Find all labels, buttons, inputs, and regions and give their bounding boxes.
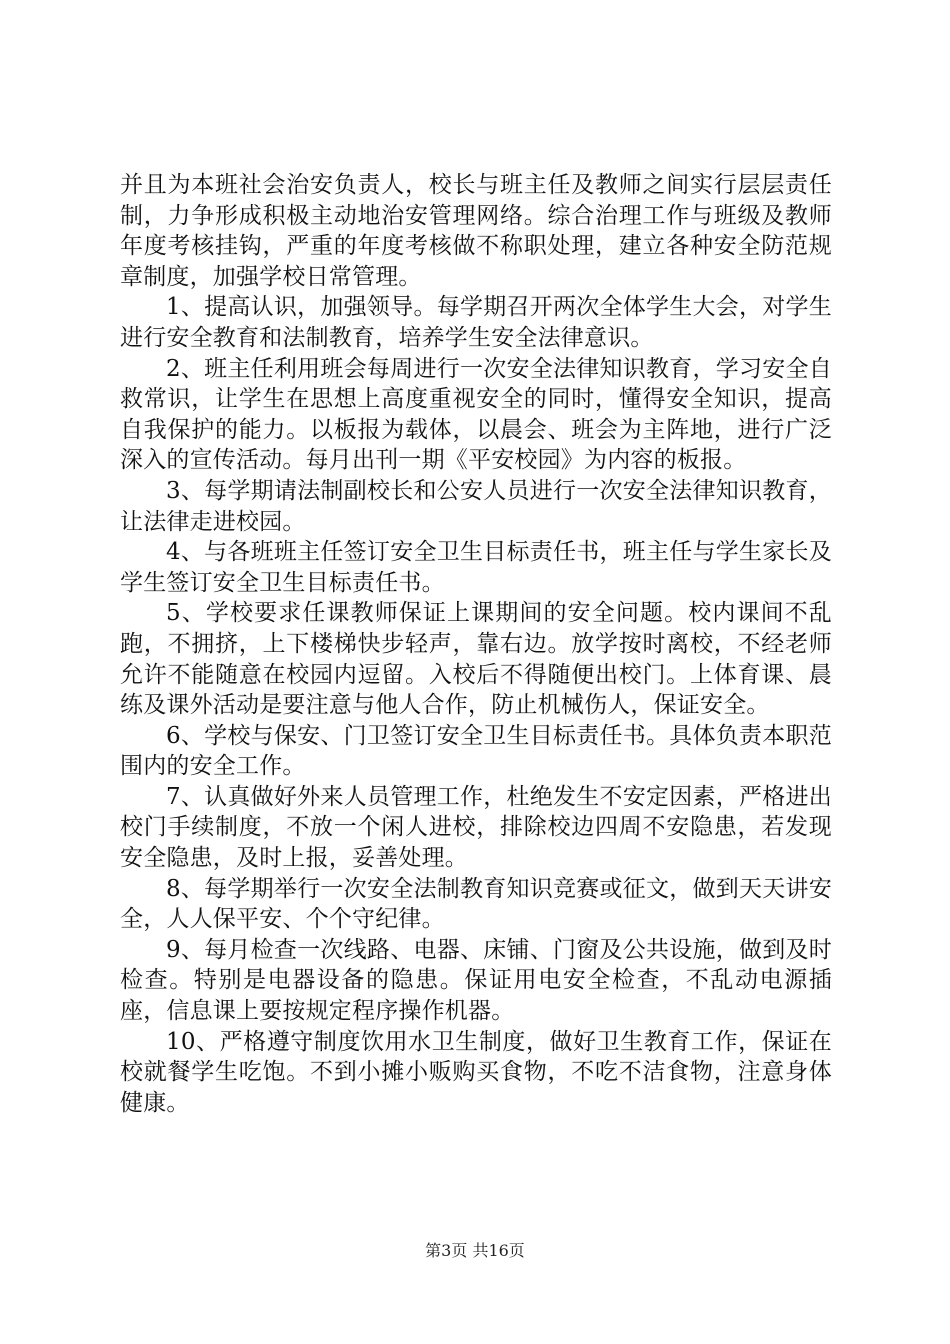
- paragraph-item-6: 6、学校与保安、门卫签订安全卫生目标责任书。具体负责本职范围内的安全工作。: [120, 722, 832, 780]
- paragraph-intro: 并且为本班社会治安负责人，校长与班主任及教师之间实行层层责任制，力争形成积极主动地治安管理网络。综合治理工作与班级及教师年度考核挂钩，严重的年度考核做不称职处理，建立各种安全防范规章制度，加强学校日常管理。: [120, 172, 832, 290]
- paragraph-item-10: 10、严格遵守制度饮用水卫生制度，做好卫生教育工作，保证在校就餐学生吃饱。不到小摊小贩购买食物，不吃不洁食物，注意身体健康。: [120, 1028, 832, 1116]
- paragraph-item-5: 5、学校要求任课教师保证上课期间的安全问题。校内课间不乱跑，不拥挤，上下楼梯快步轻声，靠右边。放学按时离校，不经老师允许不能随意在校园内逗留。入校后不得随便出校门。上体育课、晨练及课外活动是要注意与他人合作，防止机械伤人，保证安全。: [120, 600, 832, 719]
- paragraph-item-1: 1、提高认识，加强领导。每学期召开两次全体学生大会，对学生进行安全教育和法制教育，培养学生安全法律意识。: [120, 294, 832, 351]
- paragraph-item-8: 8、每学期举行一次安全法制教育知识竞赛或征文，做到天天讲安全，人人保平安、个个守纪律。: [120, 875, 832, 933]
- paragraph-item-2: 2、班主任利用班会每周进行一次安全法律知识教育，学习安全自救常识，让学生在思想上高度重视安全的同时，懂得安全知识，提高自我保护的能力。以板报为载体，以晨会、班会为主阵地，进行广泛深入的宣传活动。每月出刊一期《平安校园》为内容的板报。: [120, 355, 832, 474]
- document-body: [120, 170, 832, 1118]
- paragraph-item-4: 4、与各班班主任签订安全卫生目标责任书，班主任与学生家长及学生签订安全卫生目标责任书。: [120, 539, 832, 596]
- paragraph-item-9: 9、每月检查一次线路、电器、床铺、门窗及公共设施，做到及时检查。特别是电器设备的隐患。保证用电安全检查，不乱动电源插座，信息课上要按规定程序操作机器。: [120, 936, 832, 1025]
- paragraph-item-3: 3、每学期请法制副校长和公安人员进行一次安全法律知识教育，让法律走进校园。: [120, 477, 832, 535]
- paragraph-item-7: 7、认真做好外来人员管理工作，杜绝发生不安定因素，严格进出校门手续制度，不放一个闲人进校，排除校边四周不安隐患，若发现安全隐患，及时上报，妥善处理。: [120, 783, 832, 872]
- page-number-footer: 第3页 共16页: [425, 1241, 525, 1260]
